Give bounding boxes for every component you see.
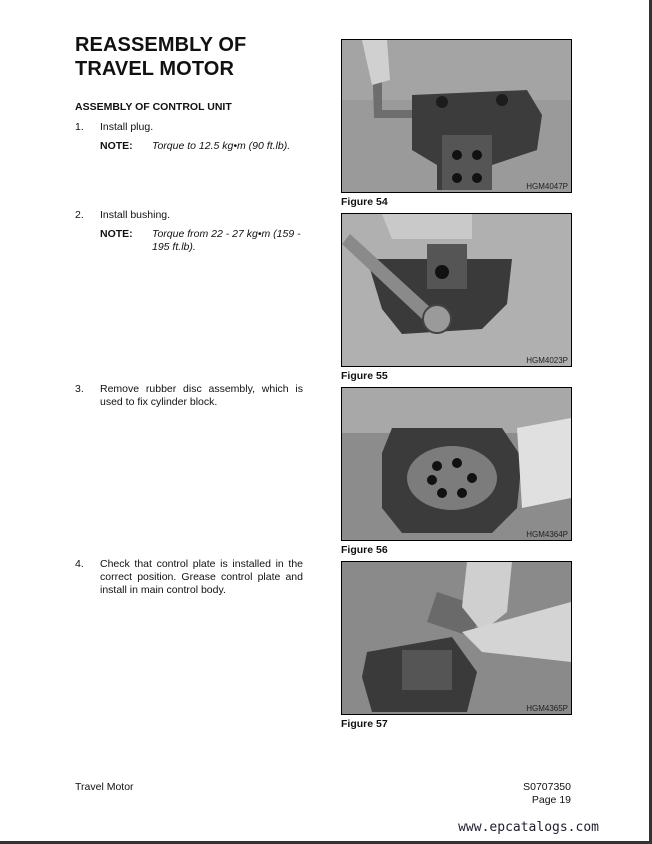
title-line-1: REASSEMBLY OF: [75, 34, 247, 56]
rubber-disc-image: [342, 388, 571, 540]
bushing-wrench-image: [342, 214, 571, 366]
note-1: [100, 140, 305, 153]
step-number: 3.: [75, 383, 84, 395]
control-plate-image: [342, 562, 571, 714]
footer-page-info: [523, 781, 571, 807]
step-1: [75, 121, 303, 134]
figure-56-photo: [341, 387, 572, 541]
note-2: [100, 228, 305, 254]
figure-57-photo: [341, 561, 572, 715]
step-number: 1.: [75, 121, 84, 133]
step-text: Remove rubber disc assembly, which is used to fix cylinder block.: [100, 383, 303, 408]
step-text: Install plug.: [100, 121, 154, 133]
step-2: [75, 209, 303, 222]
section-heading: ASSEMBLY OF CONTROL UNIT: [75, 101, 232, 113]
step-text: Install bushing.: [100, 209, 171, 221]
page-title: [75, 33, 335, 81]
step-3: [75, 383, 303, 409]
step-4: [75, 558, 303, 597]
figure-caption: Figure 57: [341, 718, 388, 730]
footer-section-name: Travel Motor: [75, 781, 134, 793]
step-text: Check that control plate is installed in the correct position. Grease control plate and install in main control body.: [100, 558, 303, 596]
step-number: 2.: [75, 209, 84, 221]
figure-caption: Figure 56: [341, 544, 388, 556]
note-text: Torque from 22 - 27 kg•m (159 - 195 ft.lb).: [152, 228, 301, 253]
figure-caption: Figure 54: [341, 196, 388, 208]
photo-code: HGM4364P: [526, 530, 568, 539]
photo-code: HGM4023P: [526, 356, 568, 365]
page-number: Page 19: [531, 794, 571, 806]
step-number: 4.: [75, 558, 84, 570]
figure-caption: Figure 55: [341, 370, 388, 382]
watermark: www.epcatalogs.com: [458, 820, 599, 835]
note-label: NOTE:: [100, 140, 133, 152]
note-text: Torque to 12.5 kg•m (90 ft.lb).: [152, 140, 291, 152]
title-line-2: TRAVEL MOTOR: [75, 58, 234, 80]
control-unit-plug-image: [342, 40, 571, 192]
document-number: S0707350: [523, 781, 571, 793]
figure-55-photo: [341, 213, 572, 367]
figure-54-photo: [341, 39, 572, 193]
photo-code: HGM4365P: [526, 704, 568, 713]
note-label: NOTE:: [100, 228, 133, 240]
photo-code: HGM4047P: [526, 182, 568, 191]
